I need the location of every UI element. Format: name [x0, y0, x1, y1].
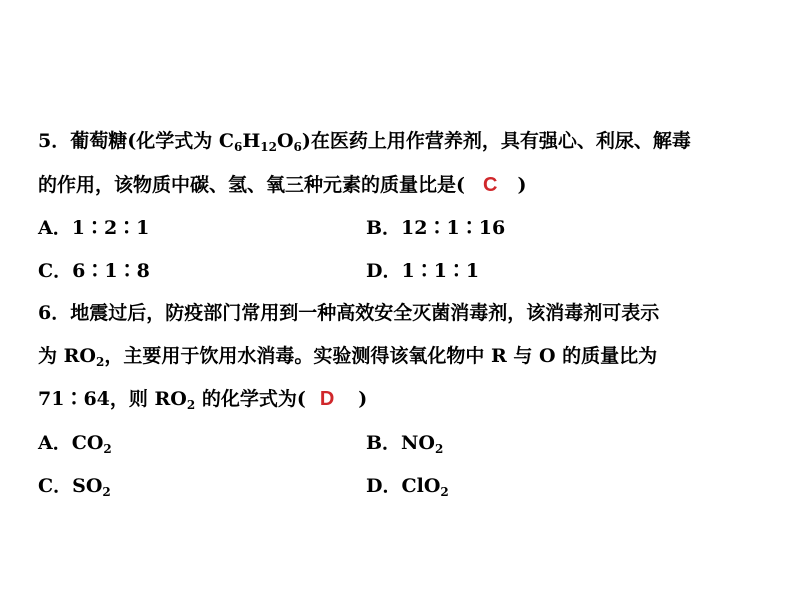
q5-line-2: 的作用，该物质中碳、氢、氧三种元素的质量比是( C ): [38, 174, 527, 196]
q5-option-b: B．12∶1∶16: [366, 217, 506, 239]
q5-option-a: A．1∶2∶1: [38, 217, 150, 239]
q6-answer: D: [319, 388, 335, 410]
q6-option-a: A．$CO_2$: [38, 432, 112, 456]
q6-line-1: 6．地震过后，防疫部门常用到一种高效安全灭菌消毒剂，该消毒剂可表示: [38, 302, 660, 324]
q5-option-c: C．6∶1∶8: [38, 260, 150, 282]
q6-line-3: 71∶64，则 $RO_2$ 的化学式为( D ): [38, 388, 368, 412]
q5-option-d: D．1∶1∶1: [366, 260, 480, 282]
q6-option-d: D．ClO$_2$: [366, 475, 449, 499]
q5-line-1: 5．葡萄糖(化学式为 $C_6H_{12}O_6$)在医药上用作营养剂，具有强心、利尿、解毒: [38, 130, 691, 154]
q6-line-2: 为 $RO_2$，主要用于饮用水消毒。实验测得该氧化物中 R 与 O 的质量比为: [38, 345, 658, 369]
q5-answer: C: [483, 174, 498, 196]
q6-option-c: C．$SO_2$: [38, 475, 111, 499]
q6-option-b: B．$NO_2$: [366, 432, 444, 456]
